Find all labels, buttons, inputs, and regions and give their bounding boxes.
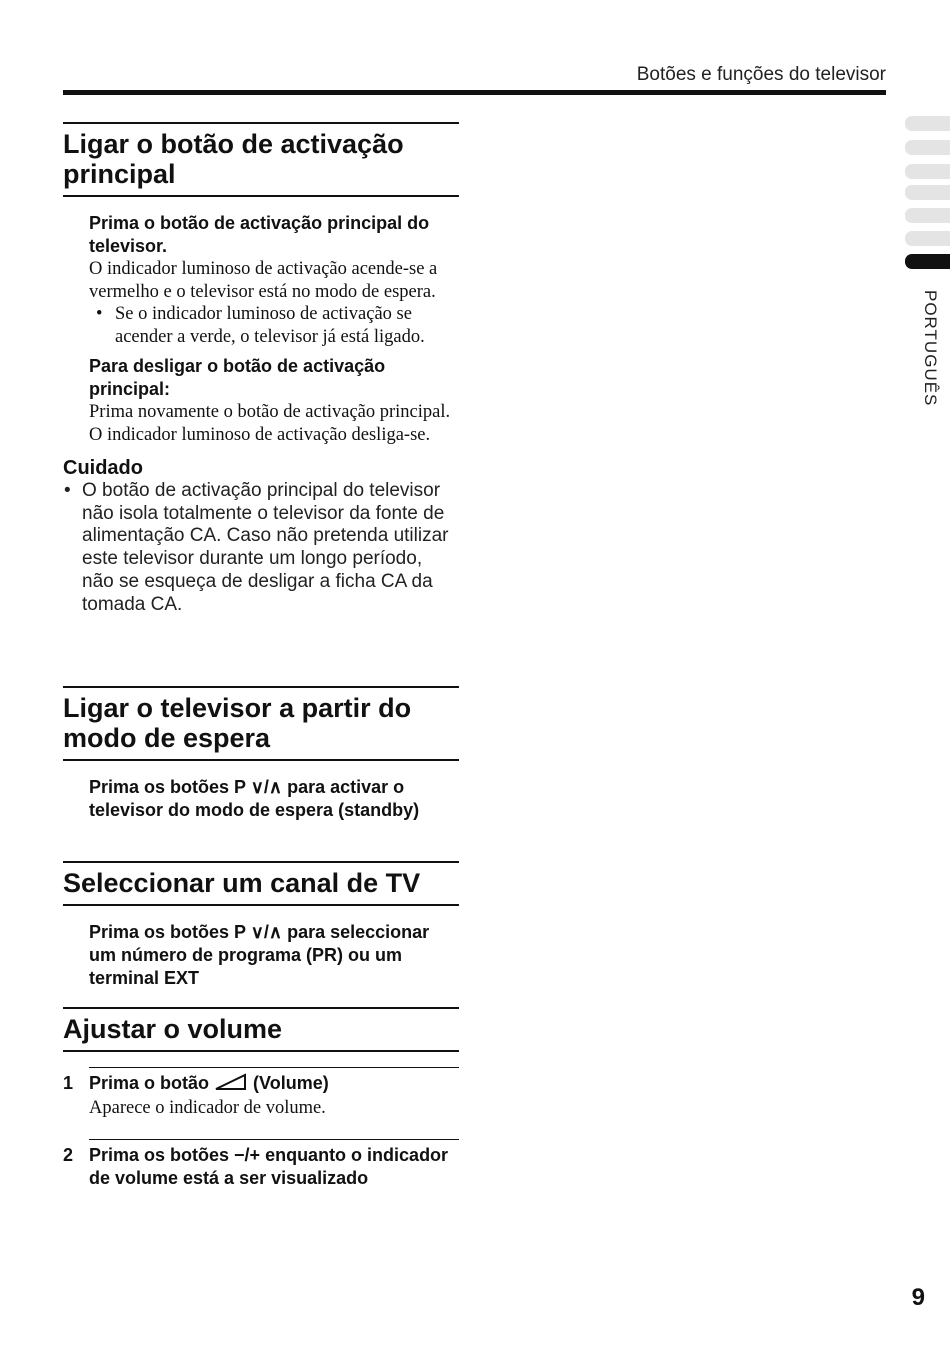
section-title: Ajustar o volume <box>63 1007 459 1052</box>
step-instruction: Prima os botões −/+ enquanto o indicador de volume está a ser visualizado <box>89 1144 449 1188</box>
step-body: Aparece o indicador de volume. <box>89 1098 326 1118</box>
bullet-item <box>89 303 459 348</box>
step-instruction-end: (Volume) <box>253 1073 329 1093</box>
step-divider <box>89 1139 459 1140</box>
step-number: 2 <box>63 1144 74 1165</box>
section-body <box>63 776 459 822</box>
step-content <box>89 1072 329 1120</box>
side-tab-3 <box>905 164 950 179</box>
section-power-switch <box>63 122 459 616</box>
sub-body-text: O indicador luminoso de activação desliga-se. <box>89 424 431 445</box>
section-volume <box>63 1007 459 1190</box>
header-rule <box>63 90 886 95</box>
step-instruction <box>89 1073 329 1093</box>
side-language-label: PORTUGUÊS <box>921 290 940 407</box>
bullet-dot: • <box>96 304 103 324</box>
section-select-channel <box>63 861 459 990</box>
step-instruction-start: Prima o botão <box>89 1073 210 1093</box>
side-tab-2 <box>905 140 950 155</box>
bullet-dot: • <box>64 480 71 501</box>
caution-heading: Cuidado <box>63 457 143 479</box>
sub-heading: Para desligar o botão de activação principal: <box>89 356 386 399</box>
section-body <box>63 212 459 446</box>
bullet-text: Se o indicador luminoso de activação se acender a verde, o televisor já está ligado. <box>115 304 425 347</box>
step-item <box>63 1144 459 1190</box>
step-divider <box>89 1067 459 1068</box>
step-number: 1 <box>63 1073 74 1093</box>
side-tab-4 <box>905 185 950 200</box>
caution-bullet <box>63 480 459 616</box>
side-tab-1 <box>905 116 950 131</box>
step-item <box>63 1072 459 1120</box>
section-title: Ligar o botão de activação principal <box>63 122 459 197</box>
section-standby <box>63 686 459 822</box>
steps-list <box>63 1067 459 1190</box>
step-content <box>89 1144 459 1190</box>
instruction-text: Prima o botão de activação principal do televisor. <box>89 213 430 256</box>
side-tab-5 <box>905 208 950 223</box>
section-body <box>63 921 459 990</box>
body-text: O indicador luminoso de activação acende-se a vermelho e o televisor está no modo de espera. <box>89 259 438 302</box>
side-tab-6 <box>905 231 950 246</box>
page-number: 9 <box>911 1284 925 1311</box>
section-title: Seleccionar um canal de TV <box>63 861 459 906</box>
side-tab-active <box>905 254 950 269</box>
caution-block <box>63 456 459 616</box>
sub-body-text: Prima novamente o botão de activação principal. <box>89 402 451 422</box>
caution-text: O botão de activação principal do televisor não isola totalmente o televisor da fonte de alimentação CA. Caso não pretenda utilizar este televisor durante um longo período, não se esqueça de desligar a ficha CA da tomada CA. <box>82 480 449 615</box>
section-title: Ligar o televisor a partir do modo de espera <box>63 686 459 761</box>
instruction-text: Prima os botões P ∨/∧ para seleccionar um número de programa (PR) ou um terminal EXT <box>89 922 430 988</box>
running-header: Botões e funções do televisor <box>636 64 886 85</box>
volume-triangle-icon <box>214 1073 248 1097</box>
instruction-text: Prima os botões P ∨/∧ para activar o televisor do modo de espera (standby) <box>89 777 420 820</box>
